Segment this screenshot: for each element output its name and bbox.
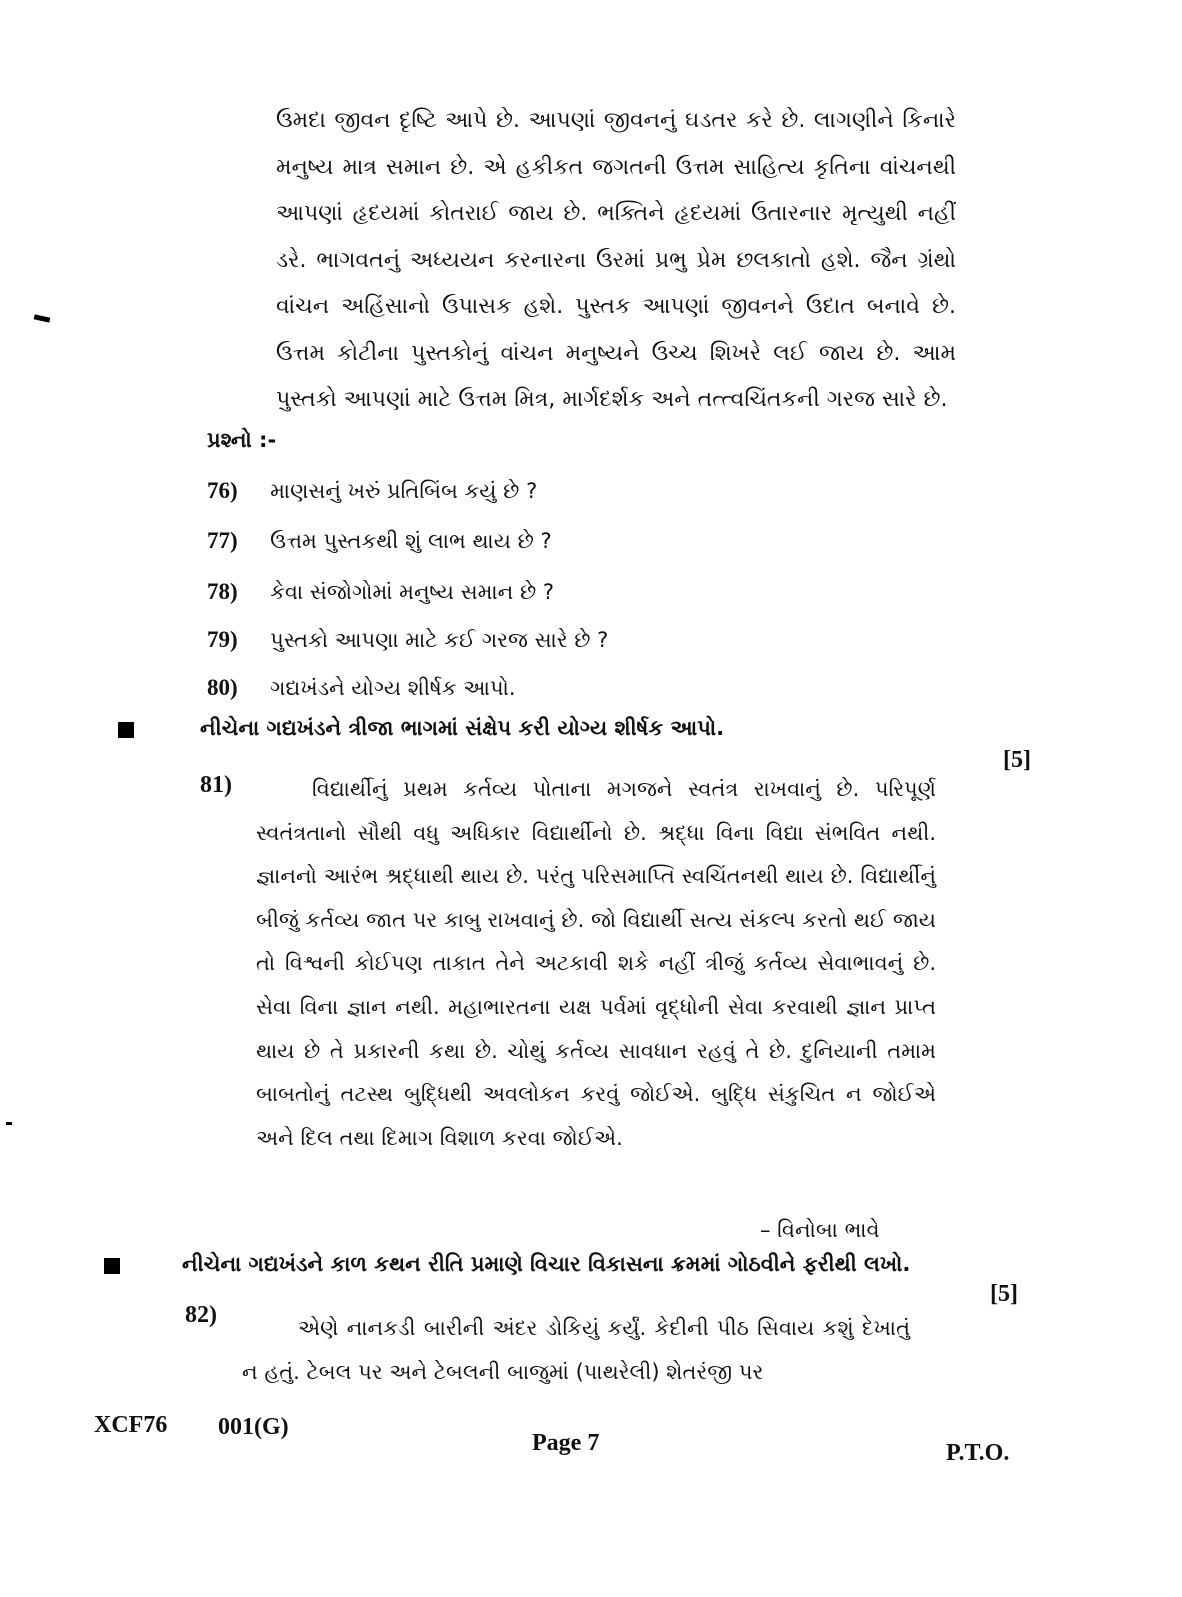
- question-item: [207, 627, 608, 667]
- scan-mark: [34, 314, 51, 322]
- rewrite-section-heading: નીચેના ગદ્યખંડને કાળ કથન રીતિ પ્રમાણે વિચાર વિકાસના ક્રમમાં ગોઠવીને ફરીથી લખો.: [182, 1252, 911, 1276]
- question-item: [207, 478, 537, 518]
- question-item: [207, 675, 516, 715]
- rewrite-marks: [5]: [990, 1281, 1018, 1307]
- rewrite-passage: એણે નાનકડી બારીની અંદર ડોકિયું કર્યું. કેદીની પીઠ સિવાય કશું દેખાતું ન હતું. ટેબલ પર અને ટેબલની બાજુમાં (પાથરેલી) શેતરંજી પર: [242, 1316, 910, 1384]
- question-item: [207, 528, 552, 568]
- question-number: 78): [207, 579, 238, 604]
- summary-passage: વિદ્યાર્થીનું પ્રથમ કર્તવ્ય પોતાના મગજને સ્વતંત્ર રાખવાનું છે. પરિપૂર્ણ સ્વતંત્રતાનો સૌથી વધુ અધિકાર વિદ્યાર્થીનો છે. શ્રદ્ધા વિના વિદ્યા સંભવિત નથી. જ્ઞાનનો આરંભ શ્રદ્ધાથી થાય છે. પરંતુ પરિસમાપ્તિ સ્વચિંતનથી થાય છે. વિદ્યાર્થીનું બીજું કર્તવ્ય જાત પર કાબુ રાખવાનું છે. જો વિદ્યાર્થી સત્ય સંકલ્પ કરતો થઈ જાય તો વિશ્વની કોઈપણ તાકાત તેને અટકાવી શકે નહીં ત્રીજું કર્તવ્ય સેવાભાવનું છે. સેવા વિના જ્ઞાન નથી. મહાભારતના યક્ષ પર્વમાં વૃદ્ધોની સેવા કરવાથી જ્ઞાન પ્રાપ્ત થાય છે તે પ્રકારની કથા છે. ચોથું કર્તવ્ય સાવધાન રહવું તે છે. દુનિયાની તમામ બાબતોનું તટસ્થ બુદ્ધિથી અવલોકન કરવું જોઈએ. બુદ્ધિ સંકુચિત ન જોઈએ અને દિલ તથા દિમાગ વિશાળ કરવા જોઈએ.: [256, 777, 936, 1150]
- passage-continued: ઉમદા જીવન દૃષ્ટિ આપે છે. આપણાં જીવનનું ઘડતર કરે છે. લાગણીને કિનારે મનુષ્ય માત્ર સમાન છે. એ હકીકત જગતની ઉત્તમ સાહિત્ય કૃતિના વાંચનથી આપણાં હૃદયમાં કોતરાઈ જાય છે. ભક્તિને હૃદયમાં ઉતારનાર મૃત્યુથી નહીં ડરે. ભાગવતનું અધ્યયન કરનારના ઉરમાં પ્રભુ પ્રેમ છલકાતો હશે. જૈન ગ્રંથો વાંચન અહિંસાનો ઉપાસક હશે. પુસ્તક આપણાં જીવનને ઉદાત બનાવે છે. ઉત્તમ કોટીના પુસ્તકોનું વાંચન મનુષ્યને ઉચ્ચ શિખરે લઈ જાય છે. આમ પુસ્તકો આપણાં માટે ઉત્તમ મિત્ર, માર્ગદર્શક અને તત્ત્વચિંતકની ગરજ સારે છે.: [276, 108, 956, 412]
- page-number: Page 7: [532, 1430, 600, 1456]
- question-number: 80): [207, 675, 238, 700]
- summary-marks: [5]: [1003, 747, 1031, 773]
- scan-mark: [6, 1122, 12, 1125]
- question-text: ઉત્તમ પુસ્તકથી શું લાભ થાય છે ?: [270, 529, 552, 553]
- question-number: 79): [207, 627, 238, 652]
- question-text: માણસનું ખરું પ્રતિબિંબ કયું છે ?: [270, 479, 538, 503]
- questions-label: પ્રશ્નો :-: [207, 428, 277, 452]
- section-bullet: [118, 722, 134, 738]
- pto-label: P.T.O.: [946, 1440, 1010, 1466]
- question-number: 76): [207, 478, 238, 503]
- question-number: 82): [185, 1302, 217, 1328]
- question-item: [207, 579, 554, 619]
- summary-section-heading: નીચેના ગદ્યખંડને ત્રીજા ભાગમાં સંક્ષેપ કરી યોગ્ય શીર્ષક આપો.: [200, 716, 725, 740]
- question-number: 81): [200, 772, 232, 798]
- passage-author: – વિનોબા ભાવે: [760, 1218, 880, 1242]
- question-text: ગદ્યખંડને યોગ્ય શીર્ષક આપો.: [270, 676, 516, 700]
- question-text: પુસ્તકો આપણા માટે કઈ ગરજ સારે છે ?: [270, 628, 609, 652]
- paper-series: 001(G): [218, 1414, 289, 1440]
- question-number: 77): [207, 528, 238, 553]
- paper-code: XCF76: [94, 1412, 168, 1438]
- question-text: કેવા સંજોગોમાં મનુષ્ય સમાન છે ?: [270, 580, 555, 604]
- section-bullet: [104, 1258, 120, 1274]
